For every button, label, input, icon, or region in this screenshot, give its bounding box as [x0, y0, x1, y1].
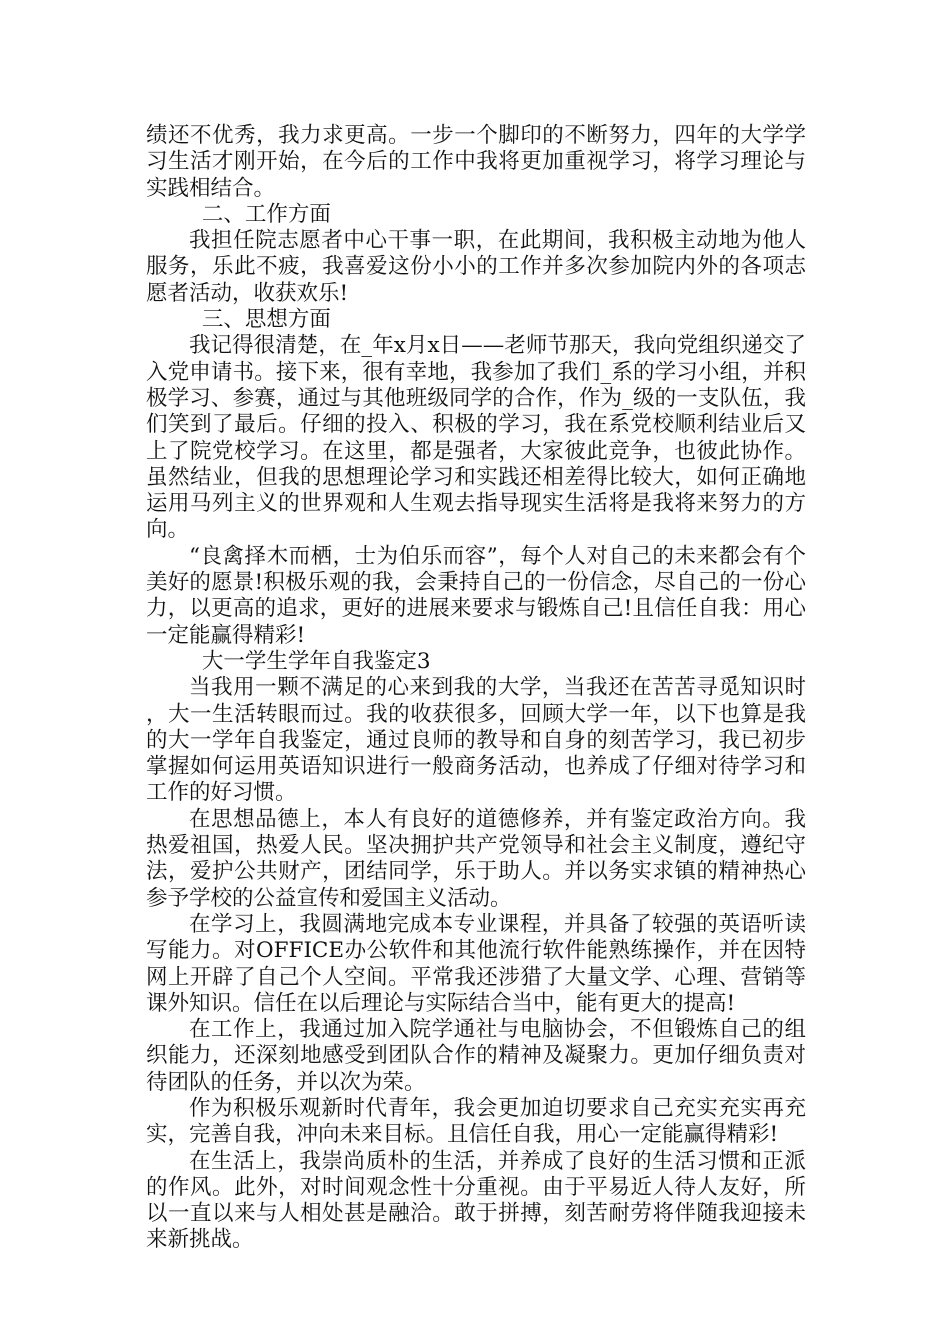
document-page — [146, 123, 806, 1254]
paragraph-quote: “良禽择木而栖，士为伯乐而容”，每个人对自己的未来都会有个美好的愿景!积极乐观的我，会秉持自己的一份信念，尽自己的一份心力，以更高的追求，更好的进展来要求与锻炼自己!且信任自我：用心一定能赢得精彩! — [146, 543, 806, 648]
paragraph-life: 在生活上，我崇尚质朴的生活，并养成了良好的生活习惯和正派的作风。此外，对时间观念性十分重视。由于平易近人待人友好，所以一直以来与人相处甚是融洽。敢于拼搏，刻苦耐劳将伴随我迎接未来新挑战。 — [146, 1148, 806, 1253]
paragraph-thought: 我记得很清楚，在_年x月x日——老师节那天，我向党组织递交了入党申请书。接下来，很有幸地，我参加了我们_系的学习小组，并积极学习、参赛，通过与其他班级同学的合作，作为_级的一支队伍，我们笑到了最后。仔细的投入、积极的学习，我在系党校顺利结业后又上了院党校学习。在这里，都是强者，大家彼此竞争，也彼此协作。虽然结业，但我的思想理论学习和实践还相差得比较大，如何正确地运用马列主义的世界观和人生观去指导现实生活将是我将来努力的方向。 — [146, 333, 806, 543]
paragraph-study: 在学习上，我圆满地完成本专业课程，并具备了较强的英语听读写能力。对OFFICE办公软件和其他流行软件能熟练操作，并在因特网上开辟了自己个人空间。平常我还涉猎了大量文学、心理、营销等课外知识。信任在以后理论与实际结合当中，能有更大的提高! — [146, 911, 806, 1016]
paragraph-continuation: 绩还不优秀，我力求更高。一步一个脚印的不断努力，四年的大学学习生活才刚开始，在今后的工作中我将更加重视学习，将学习理论与实践相结合。 — [146, 123, 806, 201]
section-heading-thought: 三、思想方面 — [201, 307, 331, 333]
paragraph-youth: 作为积极乐观新时代青年，我会更加迫切要求自己充实充实再充实，完善自我，冲向未来目标。且信任自我，用心一定能赢得精彩! — [146, 1095, 806, 1148]
paragraph-work-2: 在工作上，我通过加入院学通社与电脑协会，不但锻炼自己的组织能力，还深刻地感受到团队合作的精神及凝聚力。更加仔细负责对待团队的任务，并以次为荣。 — [146, 1017, 806, 1095]
section-title-3: 大一学生学年自我鉴定3 — [201, 648, 431, 674]
section-heading-work: 二、工作方面 — [201, 201, 331, 227]
paragraph-morality: 在思想品德上，本人有良好的道德修养，并有鉴定政治方向。我热爱祖国，热爱人民。坚决拥护共产党领导和社会主义制度，遵纪守法，爱护公共财产，团结同学，乐于助人。并以务实求镇的精神热心参予学校的公益宣传和爱国主义活动。 — [146, 806, 806, 911]
paragraph-intro: 当我用一颗不满足的心来到我的大学，当我还在苦苦寻觅知识时，大一生活转眼而过。我的收获很多，回顾大学一年，以下也算是我的大一学年自我鉴定，通过良师的教导和自身的刻苦学习，我已初步掌握如何运用英语知识进行一般商务活动，也养成了仔细对待学习和工作的好习惯。 — [146, 675, 806, 806]
paragraph-work: 我担任院志愿者中心干事一职，在此期间，我积极主动地为他人服务，乐此不疲，我喜爱这份小小的工作并多次参加院内外的各项志愿者活动，收获欢乐! — [146, 228, 806, 306]
